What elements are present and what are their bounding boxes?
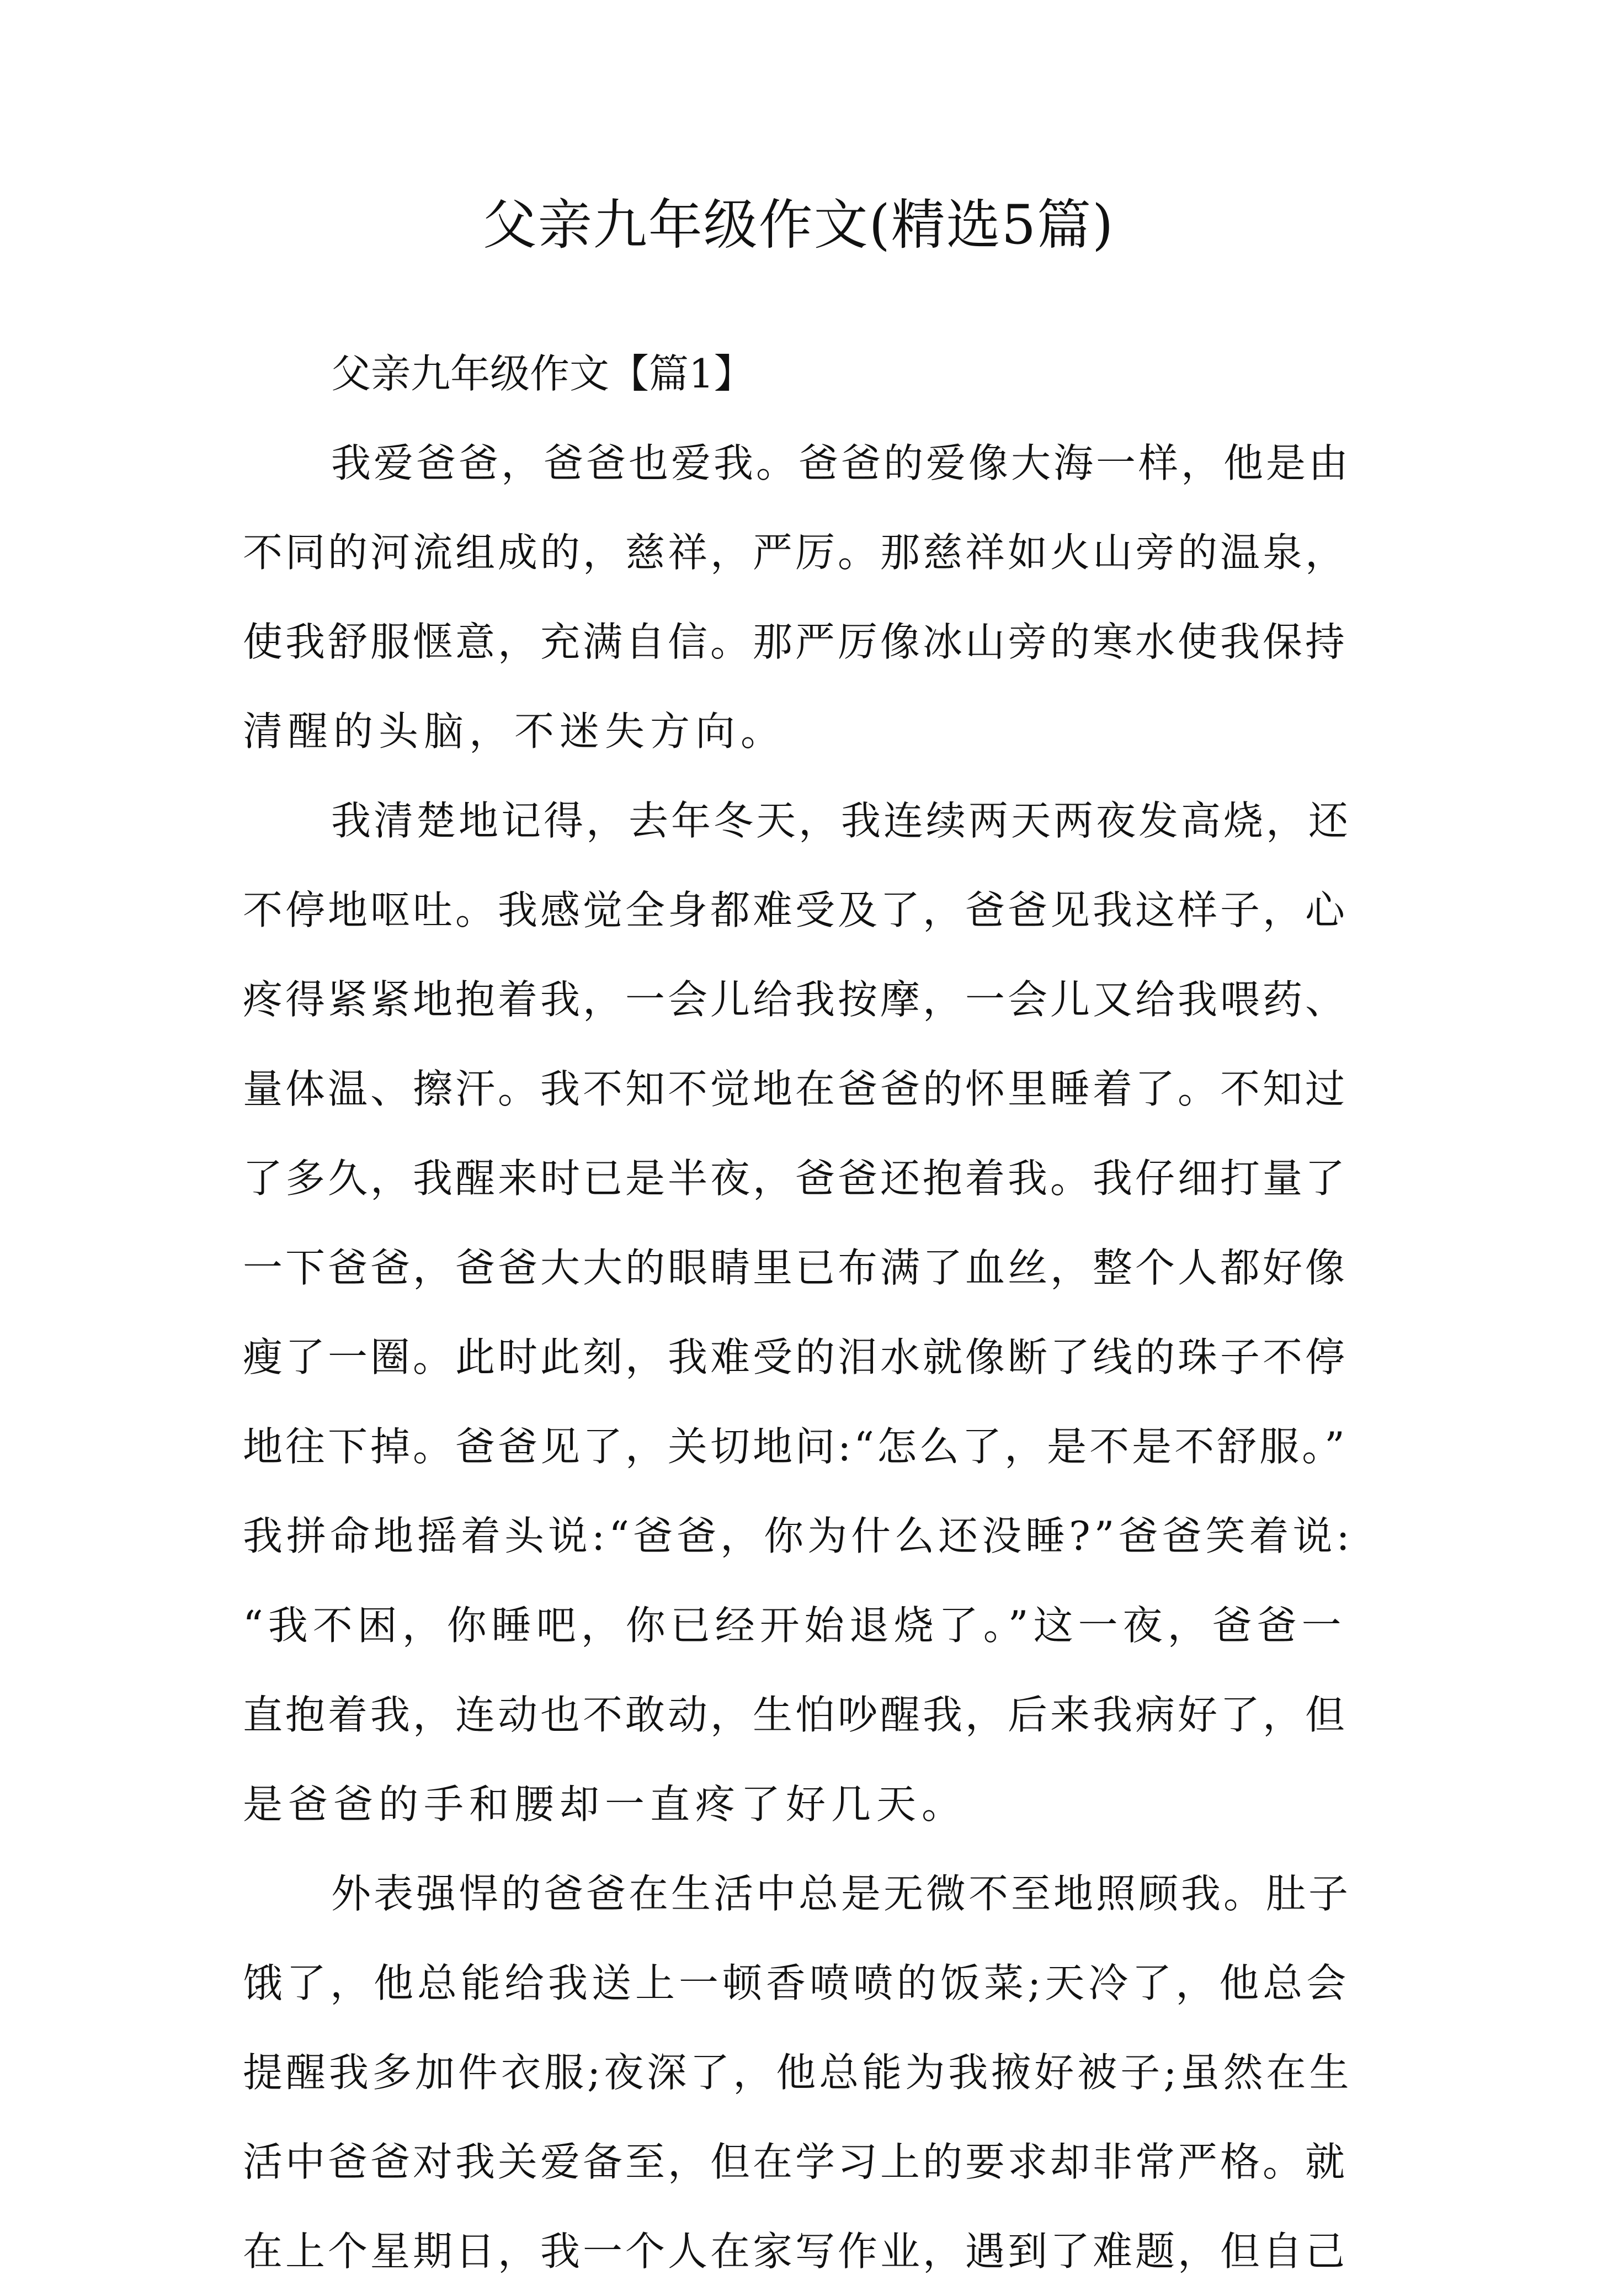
document-body	[243, 329, 1358, 2296]
text-line: 活中爸爸对我关爱备至，但在学习上的要求却非常严格。就	[243, 2139, 1348, 2185]
text-line: “我不困，你睡吧，你已经开始退烧了。”这一夜，爸爸一	[243, 1602, 1346, 1649]
text-line: 提醒我多加件衣服;夜深了，他总能为我掖好被子;虽然在生	[243, 2049, 1353, 2096]
section-heading: 父亲九年级作文【篇1】	[331, 350, 754, 397]
text-line: 了多久，我醒来时已是半夜，爸爸还抱着我。我仔细打量了	[243, 1155, 1348, 1202]
text-line: 不同的河流组成的，慈祥，严厉。那慈祥如火山旁的温泉，	[243, 529, 1348, 576]
paragraph-lines	[243, 418, 1358, 2296]
text-line: 使我舒服惬意，充满自信。那严厉像冰山旁的寒水使我保持	[243, 619, 1348, 665]
text-line: 量体温、擦汗。我不知不觉地在爸爸的怀里睡着了。不知过	[243, 1066, 1348, 1112]
text-line: 是爸爸的手和腰却一直疼了好几天。	[243, 1781, 967, 1827]
text-line: 我清楚地记得，去年冬天，我连续两天两夜发高烧，还	[331, 798, 1351, 844]
text-line: 疼得紧紧地抱着我，一会儿给我按摩，一会儿又给我喂药、	[243, 976, 1348, 1023]
text-line: 我爱爸爸，爸爸也爱我。爸爸的爱像大海一样，他是由	[331, 440, 1351, 486]
text-line: 直抱着我，连动也不敢动，生怕吵醒我，后来我病好了，但	[243, 1692, 1348, 1738]
text-line: 外表强悍的爸爸在生活中总是无微不至地照顾我。肚子	[331, 1870, 1351, 1917]
text-line: 我拼命地摇着头说:“爸爸，你为什么还没睡?”爸爸笑着说:	[243, 1513, 1354, 1559]
text-line: 饿了，他总能给我送上一顿香喷喷的饭菜;天冷了，他总会	[243, 1960, 1350, 2006]
text-line: 在上个星期日，我一个人在家写作业，遇到了难题，但自己	[243, 2228, 1348, 2274]
text-line: 不停地呕吐。我感觉全身都难受及了，爸爸见我这样子，心	[243, 887, 1348, 933]
document-title: 父亲九年级作文(精选5篇)	[482, 194, 1115, 257]
text-line: 瘦了一圈。此时此刻，我难受的泪水就像断了线的珠子不停	[243, 1334, 1348, 1380]
text-line: 地往下掉。爸爸见了，关切地问:“怎么了，是不是不舒服。”	[243, 1423, 1348, 1470]
text-line: 一下爸爸，爸爸大大的眼睛里已布满了血丝，整个人都好像	[243, 1245, 1348, 1291]
text-line: 清醒的头脑，不迷失方向。	[243, 708, 786, 754]
